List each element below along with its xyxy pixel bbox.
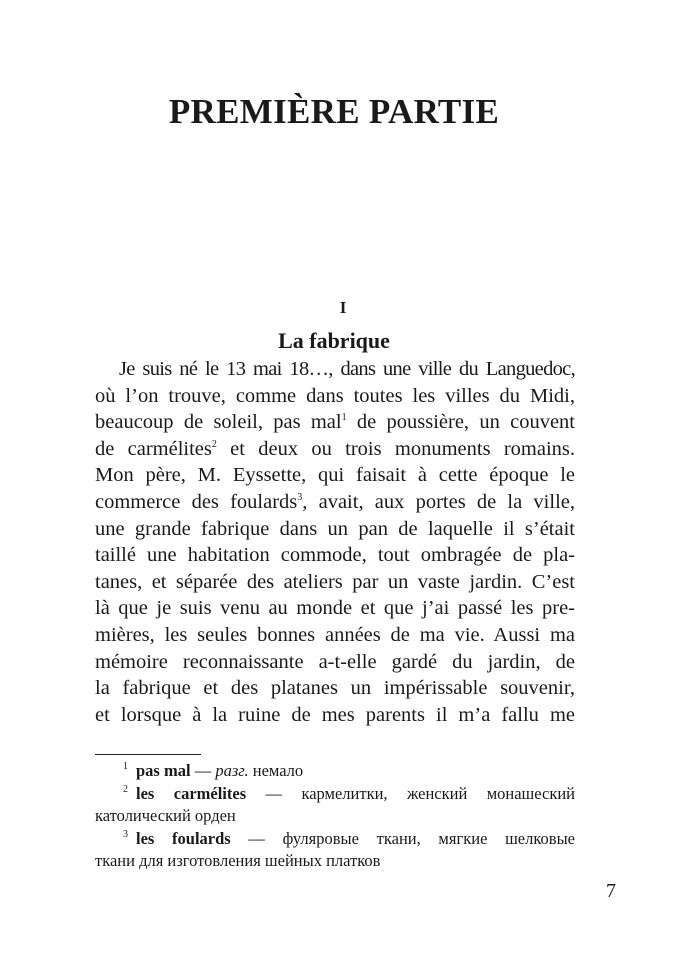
body-line [95, 489, 575, 516]
body-line [95, 436, 575, 463]
body-line-text: de poussière, un couvent [346, 411, 575, 434]
chapter-title: La fabrique [278, 328, 390, 353]
body-line [95, 409, 575, 436]
footnote-text: немало [248, 761, 304, 780]
footnote-divider [95, 754, 201, 755]
chapter-number: I [339, 298, 347, 317]
footnote-term: pas mal [136, 761, 191, 780]
body-line: où l’on trouve, comme dans toutes les villes du Midi, [95, 384, 575, 407]
footnote-3-continued: ткани для изготовления шейных платков [95, 851, 381, 870]
footnote-2 [95, 783, 575, 806]
body-line: là que je suis venu au monde et que j’ai passé les pre- [95, 597, 575, 620]
footnote-abbreviation: разг. [215, 761, 249, 780]
footnote-ref-2: 2 [211, 438, 217, 450]
footnotes [95, 760, 575, 873]
footnote-ref-1: 1 [341, 412, 347, 424]
footnote-text: — фуляровые ткани, мягкие шелковые [230, 828, 575, 848]
body-line: taillé une habitation commode, tout ombragée de pla- [95, 544, 575, 567]
body-line: mémoire reconnaissante a-t-elle gardé du jardin, de [95, 650, 575, 673]
footnote-term: les foulards [136, 828, 231, 848]
body-line: et lorsque à la ruine de mes parents il m’a fallu me [95, 703, 575, 726]
footnote-dash: — [190, 761, 216, 780]
footnote-1 [95, 760, 575, 783]
body-line-text: et deux ou trois monuments romains. [216, 437, 575, 460]
body-line: Je suis né le 13 mai 18…, dans une ville du Languedoc, [119, 358, 575, 380]
body-text [95, 356, 575, 728]
footnote-term: les carmélites [136, 783, 247, 803]
body-line: une grande fabrique dans un pan de laquelle il s’était [95, 517, 575, 540]
footnote-2-continued: католический орден [95, 806, 236, 825]
body-line: la fabrique et des platanes un impérissable souvenir, [95, 677, 575, 700]
body-line: Mon père, M. Eyssette, qui faisait à cette époque le [95, 464, 575, 487]
body-line: mières, les seules bonnes années de ma vie. Aussi ma [95, 623, 575, 646]
body-line-text: beaucoup de soleil, pas mal [95, 411, 342, 434]
page-number: 7 [606, 880, 616, 902]
footnote-text: — кармелитки, женский монашеский [246, 783, 575, 803]
footnote-ref-3: 3 [297, 491, 303, 503]
body-line-text: de carmélites [95, 437, 212, 460]
footnote-number: 3 [123, 828, 128, 840]
body-line-text: commerce des foulards [95, 490, 298, 513]
body-line: tanes, et séparée des ateliers par un vaste jardin. C’est [95, 570, 575, 593]
body-line-text: , avait, aux portes de la ville, [302, 490, 575, 513]
footnote-number: 1 [123, 761, 128, 772]
footnote-3 [95, 828, 575, 851]
footnote-number: 2 [123, 783, 128, 795]
part-title: PREMIÈRE PARTIE [168, 92, 500, 131]
